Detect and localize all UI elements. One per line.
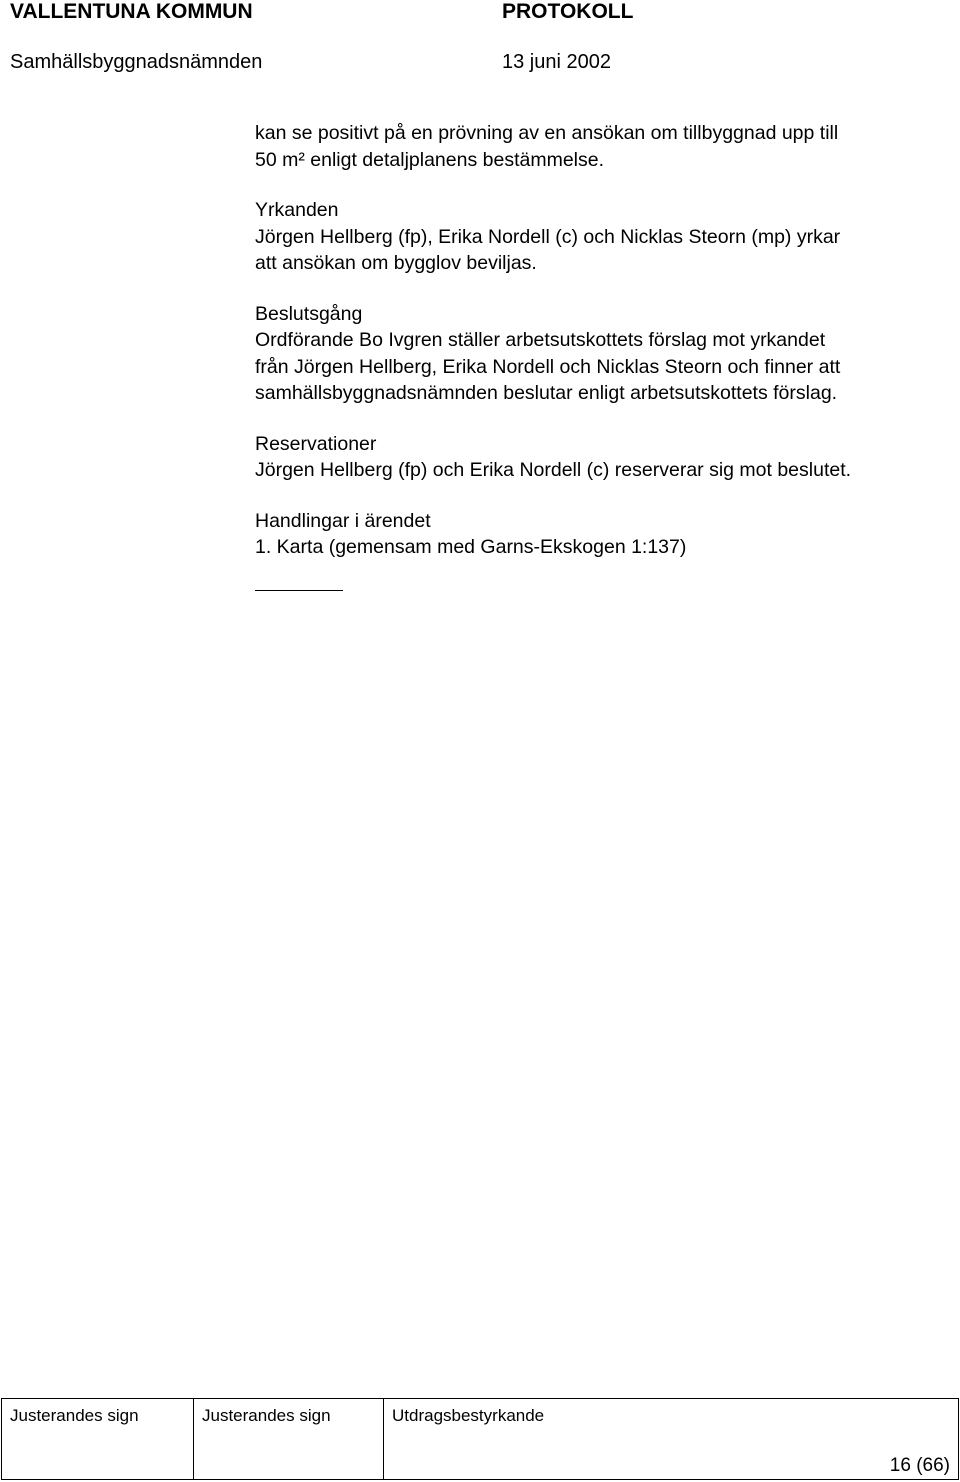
yrkanden-section <box>255 197 955 277</box>
page-number: 16 (66) <box>889 1455 950 1476</box>
signature-cell-1 <box>1 1399 193 1479</box>
intro-text: kan se positivt på en prövning av en ansökan om tillbyggnad upp till 50 m² enligt detaljplanens bestämmelse. <box>255 122 839 171</box>
handlingar-heading: Handlingar i ärendet <box>255 509 431 532</box>
signature-footer <box>1 1398 959 1480</box>
section-end-divider <box>255 590 343 591</box>
signature-cell-2 <box>193 1399 383 1479</box>
meeting-date: 13 juni 2002 <box>502 51 611 73</box>
yrkanden-text: Jörgen Hellberg (fp), Erika Nordell (c) och Nicklas Steorn (mp) yrkar att ansökan om bygglov beviljas. <box>255 225 841 274</box>
extract-certification-cell <box>383 1399 959 1479</box>
beslutsgang-heading: Beslutsgång <box>255 302 363 325</box>
extract-certification-label: Utdragsbestyrkande <box>392 1406 545 1425</box>
beslutsgang-section <box>255 301 955 407</box>
intro-section <box>255 120 955 173</box>
handlingar-text: 1. Karta (gemensam med Garns-Ekskogen 1:137) <box>255 536 687 558</box>
reservationer-section <box>255 431 955 484</box>
handlingar-section <box>255 508 955 561</box>
reservationer-text: Jörgen Hellberg (fp) och Erika Nordell (c) reserverar sig mot beslutet. <box>255 459 852 481</box>
document-type: PROTOKOLL <box>502 0 634 23</box>
signature-label-2: Justerandes sign <box>202 1406 331 1425</box>
beslutsgang-text: Ordförande Bo Ivgren ställer arbetsutskottets förslag mot yrkandet från Jörgen Hellberg, Erika Nordell och Nicklas Steorn och finner att samhällsbyggnadsnämnden beslutar enligt arbetsutskottets förslag. <box>255 329 841 404</box>
reservationer-heading: Reservationer <box>255 432 377 455</box>
committee-name: Samhällsbyggnadsnämnden <box>10 51 263 73</box>
protocol-body <box>255 120 955 585</box>
signature-label-1: Justerandes sign <box>10 1406 139 1425</box>
yrkanden-heading: Yrkanden <box>255 199 339 221</box>
organization-name: VALLENTUNA KOMMUN <box>10 0 253 23</box>
